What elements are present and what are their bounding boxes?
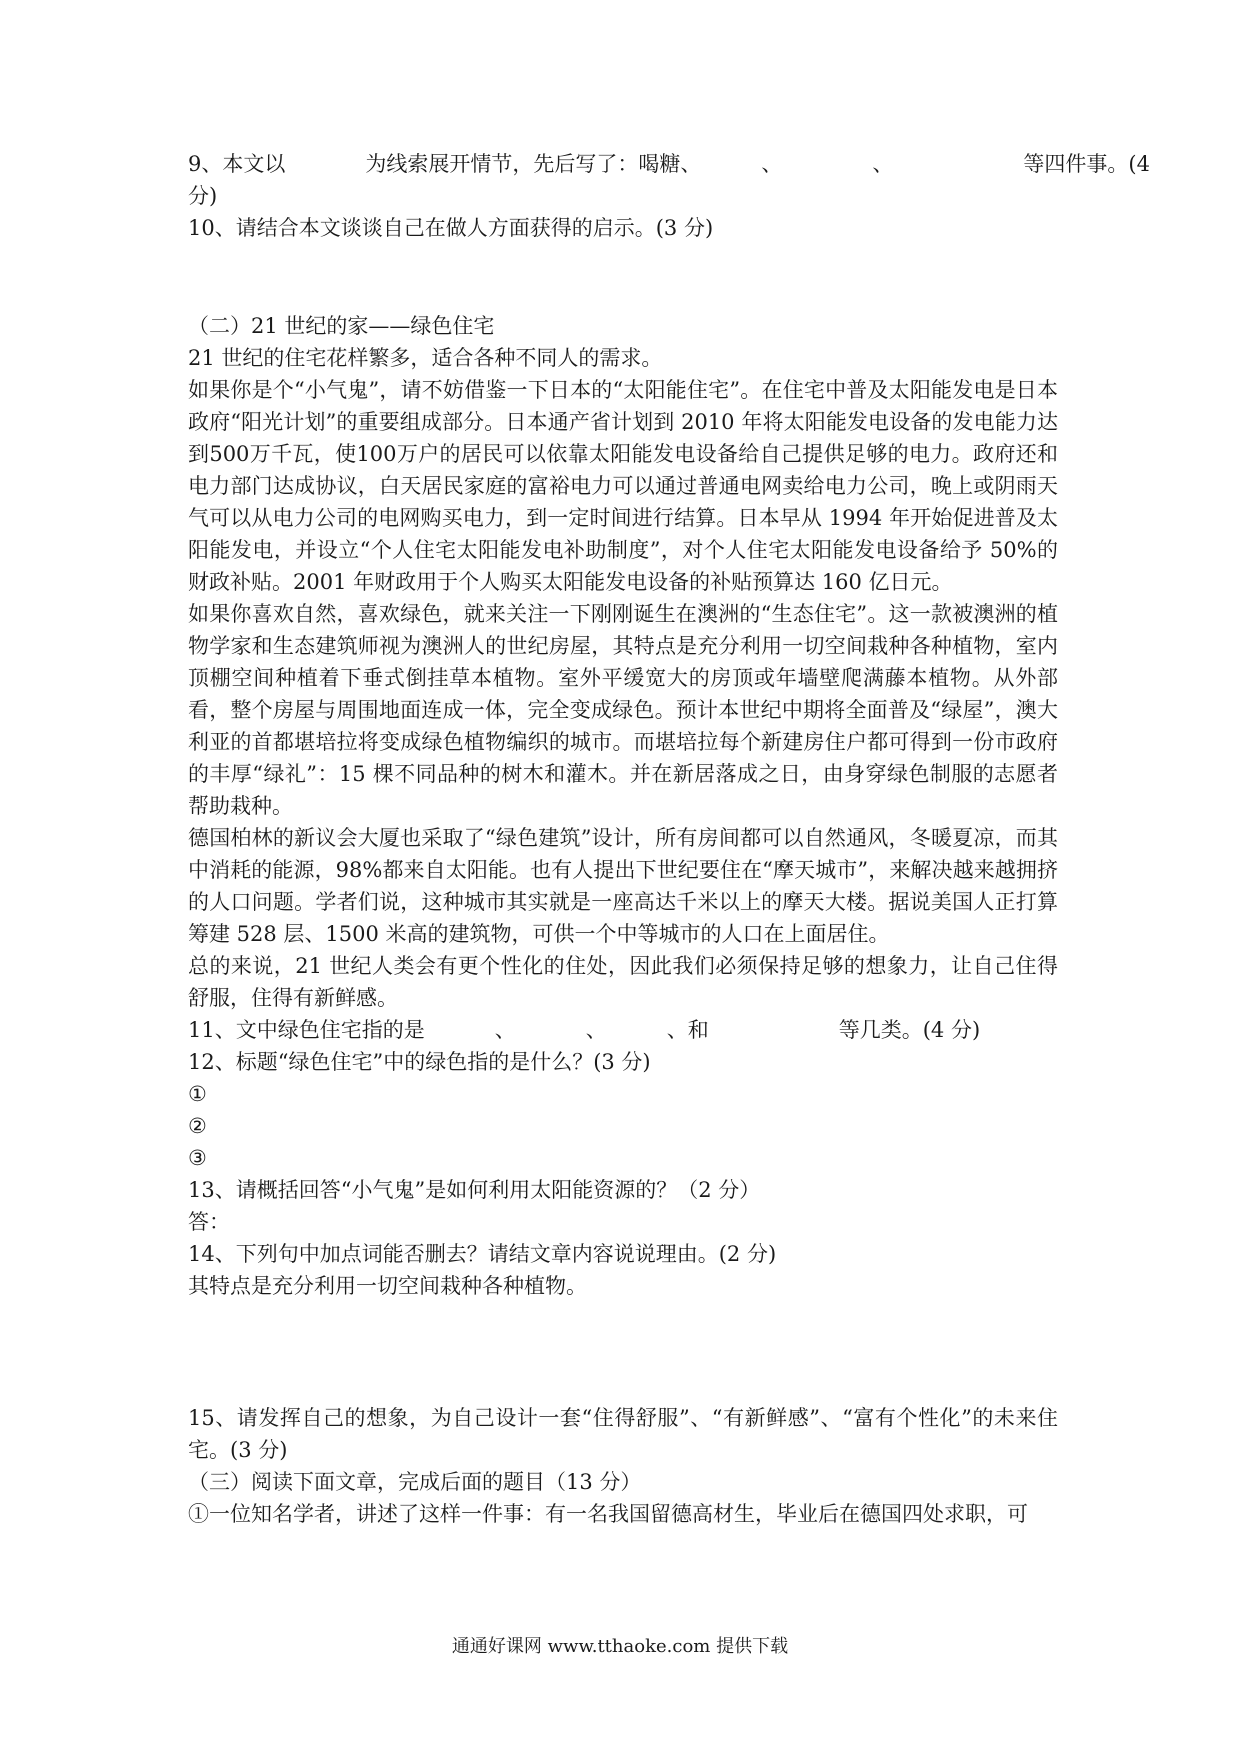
q11-text-1: 11、文中绿色住宅指的是 (188, 1018, 425, 1042)
q11-text-5: 等几类。(4 分) (838, 1018, 981, 1042)
q9-text-2: 为线索展开情节，先后写了：喝糖、 (365, 152, 702, 176)
section-2-paragraph-1: 21 世纪的住宅花样繁多，适合各种不同人的需求。 (188, 346, 663, 370)
spacer (188, 1302, 1058, 1402)
question-14: 14、下列句中加点词能否删去？请结文章内容说说理由。(2 分) (188, 1242, 777, 1266)
q12-item-1: ① (188, 1082, 207, 1106)
q14-sentence: 其特点是充分利用一切空间栽种各种植物。 (188, 1274, 587, 1298)
section-2-paragraph-4: 德国柏林的新议会大厦也采取了“绿色建筑”设计，所有房间都可以自然通风，冬暖夏凉，而其中消耗的能源，98%都来自太阳能。也有人提出下世纪要住在“摩天城市”，来解决越来越拥挤的人口问题。学者们说，这种城市其实就是一座高达千米以上的摩天大楼。据说美国人正打算筹建 528 层、1500 米高的建筑物，可供一个中等城市的人口在上面居住。 (188, 826, 1058, 946)
question-9 (188, 148, 1150, 180)
q12-item-3: ③ (188, 1146, 207, 1170)
section-2-paragraph-2: 如果你是个“小气鬼”，请不妨借鉴一下日本的“太阳能住宅”。在住宅中普及太阳能发电是日本政府“阳光计划”的重要组成部分。日本通产省计划到 2010 年将太阳能发电设备的发电能力达到500万千瓦，使100万户的居民可以依靠太阳能发电设备给自己提供足够的电力。政府还和电力部门达成协议，白天居民家庭的富裕电力可以通过普通电网卖给电力公司，晚上或阴雨天气可以从电力公司的电网购买电力，到一定时间进行结算。日本早从 1994 年开始促进普及太阳能发电，并设立“个人住宅太阳能发电补助制度”，对个人住宅太阳能发电设备给予 50%的财政补贴。2001 年财政用于个人购买太阳能发电设备的补贴预算达 160 亿日元。 (188, 378, 1058, 594)
q11-text-4: 、和 (666, 1018, 709, 1042)
question-11 (188, 1014, 1058, 1046)
q9-text-5: 等四件事。(4 (1023, 152, 1150, 176)
section-3-title: （三）阅读下面文章，完成后面的题目（13 分） (188, 1470, 642, 1494)
q9-text-3: 、 (761, 152, 783, 176)
q13-answer-label: 答： (188, 1210, 230, 1234)
question-15: 15、请发挥自己的想象，为自己设计一套“住得舒服”、“有新鲜感”、“富有个性化”的未来住宅。(3 分) (188, 1406, 1058, 1462)
section-2-title: （二）21 世纪的家——绿色住宅 (188, 314, 495, 338)
section-2-paragraph-3: 如果你喜欢自然，喜欢绿色，就来关注一下刚刚诞生在澳洲的“生态住宅”。这一款被澳洲的植物学家和生态建筑师视为澳洲人的世纪房屋，其特点是充分利用一切空间栽种各种植物，室内顶棚空间种植着下垂式倒挂草本植物。室外平缓宽大的房顶或年墙壁爬满藤本植物。从外部看，整个房屋与周围地面连成一体，完全变成绿色。预计本世纪中期将全面普及“绿屋”，澳大利亚的首都堪培拉将变成绿色植物编织的城市。而堪培拉每个新建房住户都可得到一份市政府的丰厚“绿礼”：15 棵不同品种的树木和灌木。并在新居落成之日，由身穿绿色制服的志愿者帮助栽种。 (188, 602, 1058, 818)
question-9-cont: 分) (188, 184, 218, 208)
document-body (188, 148, 1150, 1530)
q12-item-2: ② (188, 1114, 207, 1138)
section-3-paragraph-1: ①一位知名学者，讲述了这样一件事：有一名我国留德高材生，毕业后在德国四处求职，可 (188, 1502, 1028, 1526)
q11-text-2: 、 (494, 1018, 516, 1042)
question-12: 12、标题“绿色住宅”中的绿色指的是什么？(3 分) (188, 1050, 651, 1074)
question-13: 13、请概括回答“小气鬼”是如何利用太阳能资源的？（2 分） (188, 1178, 761, 1202)
q9-text-4: 、 (872, 152, 894, 176)
spacer (188, 244, 1058, 310)
question-10: 10、请结合本文谈谈自己在做人方面获得的启示。(3 分) (188, 216, 714, 240)
section-2-paragraph-5: 总的来说，21 世纪人类会有更个性化的住处，因此我们必须保持足够的想象力，让自己住得舒服，住得有新鲜感。 (188, 954, 1058, 1010)
page-footer: 通通好课网 www.tthaoke.com 提供下载 (451, 1636, 789, 1657)
q9-text-1: 9、本文以 (188, 152, 286, 176)
q11-text-3: 、 (585, 1018, 607, 1042)
